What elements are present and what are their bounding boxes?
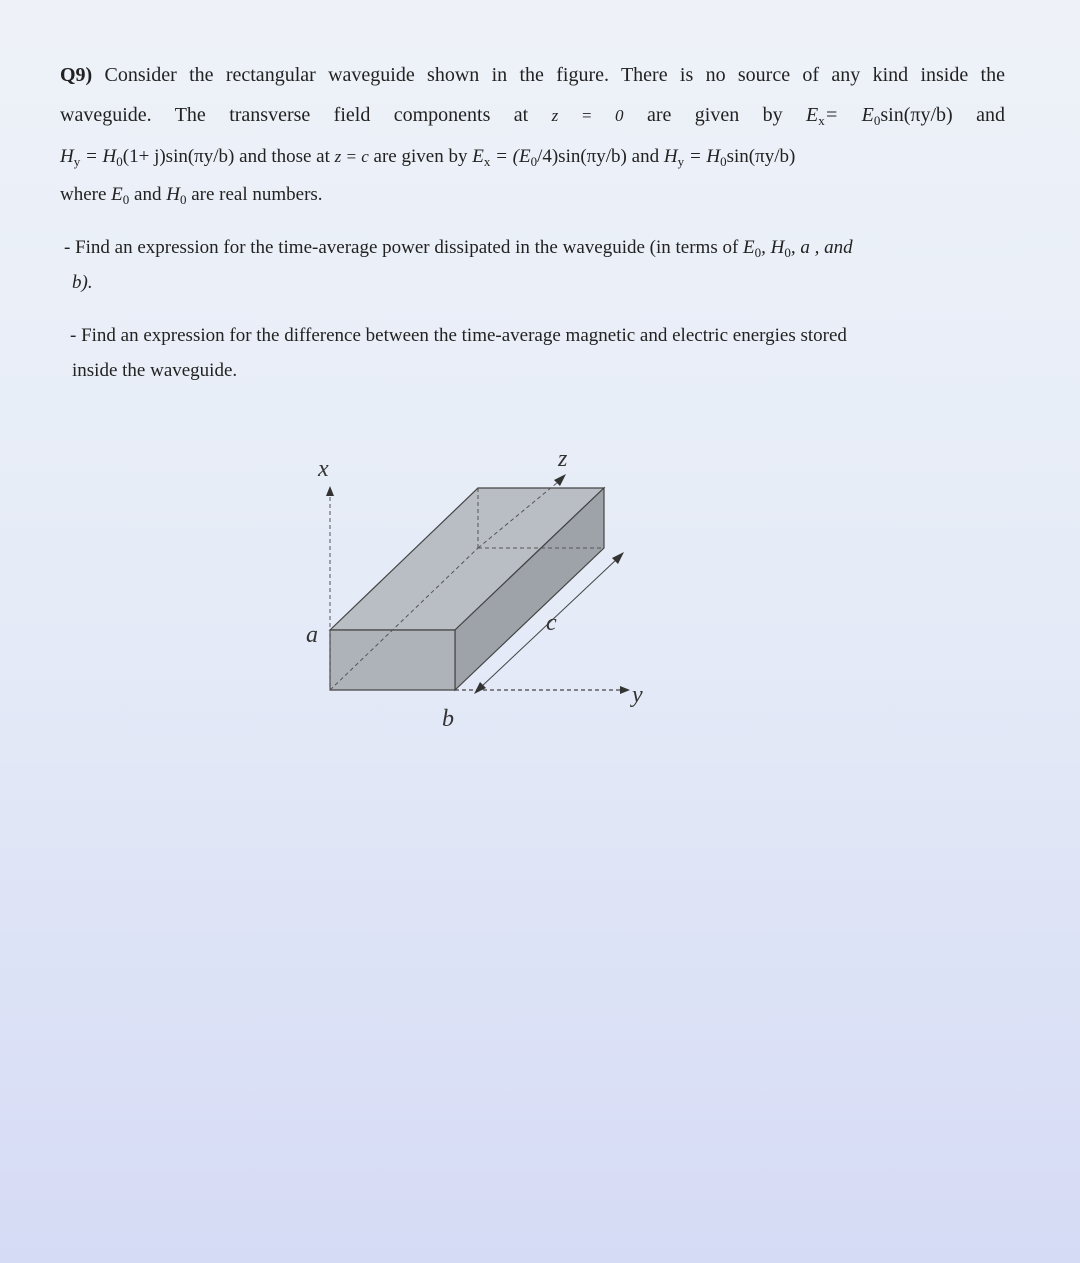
math-symbol: E: [111, 184, 123, 205]
math-hy-eq-1: [60, 146, 234, 167]
math-subscript: x: [818, 113, 825, 128]
math-symbol: , a , and: [790, 237, 853, 258]
text-fragment: components: [393, 104, 491, 126]
math-expression: sin(πy/b): [726, 146, 796, 167]
math-symbol: = H: [84, 146, 117, 167]
math-subscript: 0: [179, 192, 187, 207]
math-symbol: = E: [824, 104, 874, 126]
math-ex-eq: [806, 104, 953, 126]
math-symbol: H: [663, 146, 678, 167]
math-hy-eq-2: [664, 146, 795, 167]
question-line-2: [60, 102, 1005, 134]
math-expression: sin(πy/b): [880, 104, 953, 126]
text-fragment: are given by: [373, 146, 468, 167]
label-z: z: [558, 446, 568, 472]
question-number: Q9): [60, 64, 93, 86]
math-z0: z = 0: [551, 106, 624, 125]
waveguide-figure: [290, 440, 670, 740]
question-line-3: [60, 144, 1005, 175]
text-fragment: waveguide.: [60, 104, 152, 126]
text-fragment: transverse: [229, 104, 311, 126]
text-fragment: and: [631, 146, 660, 167]
text-fragment: by: [762, 104, 783, 126]
task-2-text: - Find an expression for the difference between the time-average magnetic and electric energies stored: [70, 325, 847, 346]
text-fragment: and: [134, 184, 162, 205]
question-text-1: Consider the rectangular waveguide shown in the figure. There is no source of any kind inside the: [104, 64, 1005, 86]
math-symbol: = H: [688, 146, 721, 167]
math-h0: [166, 184, 186, 205]
label-y: y: [632, 682, 643, 708]
math-subscript: 0: [784, 245, 791, 260]
task-1-line-1: [64, 235, 999, 266]
math-subscript: y: [677, 154, 685, 169]
math-subscript: x: [483, 154, 491, 169]
question-line-4: [60, 182, 1005, 213]
math-symbol: E: [743, 237, 755, 258]
math-symbol: , H: [761, 237, 785, 258]
math-zc: z = c: [334, 147, 369, 166]
text-fragment: and those at: [239, 146, 330, 167]
text-fragment: given: [694, 104, 740, 126]
text-fragment: at: [513, 104, 529, 126]
task-1-text-2: b).: [72, 272, 93, 293]
y-axis-arrowhead: [620, 686, 630, 694]
math-symbol: H: [166, 184, 180, 205]
math-subscript: 0: [530, 154, 538, 169]
task-1-text: - Find an expression for the time-average power dissipated in the waveguide (in terms of: [64, 237, 739, 258]
label-b: b: [442, 706, 454, 732]
text-fragment: and: [976, 104, 1005, 126]
math-symbol: E: [806, 104, 819, 126]
task-2-line-1: [70, 323, 992, 349]
math-subscript: 0: [873, 113, 881, 128]
x-axis-arrowhead: [326, 486, 334, 496]
math-symbol: = (E: [495, 146, 531, 167]
math-symbol: H: [60, 146, 74, 167]
waveguide-front-face: [330, 630, 455, 690]
math-subscript: 0: [720, 154, 727, 169]
task-1-line-2: [72, 270, 1017, 296]
math-subscript: 0: [116, 154, 123, 169]
task-1-variables: [743, 237, 853, 258]
math-subscript: y: [73, 154, 81, 169]
math-e0: [111, 184, 129, 205]
label-x: x: [318, 456, 329, 482]
label-c: c: [546, 610, 557, 636]
text-fragment: are: [646, 104, 672, 126]
math-expression: (1+ j)sin(πy/b): [122, 146, 235, 167]
task-2-line-2: [72, 358, 1017, 384]
label-a: a: [306, 622, 318, 648]
text-fragment: are real numbers.: [191, 184, 323, 205]
text-fragment: field: [333, 104, 371, 126]
math-ex-eq-2: [472, 146, 627, 167]
text-fragment: The: [174, 104, 206, 126]
question-line-1: [60, 62, 1005, 88]
math-symbol: E: [472, 146, 484, 167]
task-2-text-2: inside the waveguide.: [72, 360, 238, 381]
math-expression: /4)sin(πy/b): [537, 146, 627, 167]
math-subscript: 0: [122, 192, 130, 207]
text-fragment: where: [60, 184, 107, 205]
math-subscript: 0: [754, 245, 762, 260]
